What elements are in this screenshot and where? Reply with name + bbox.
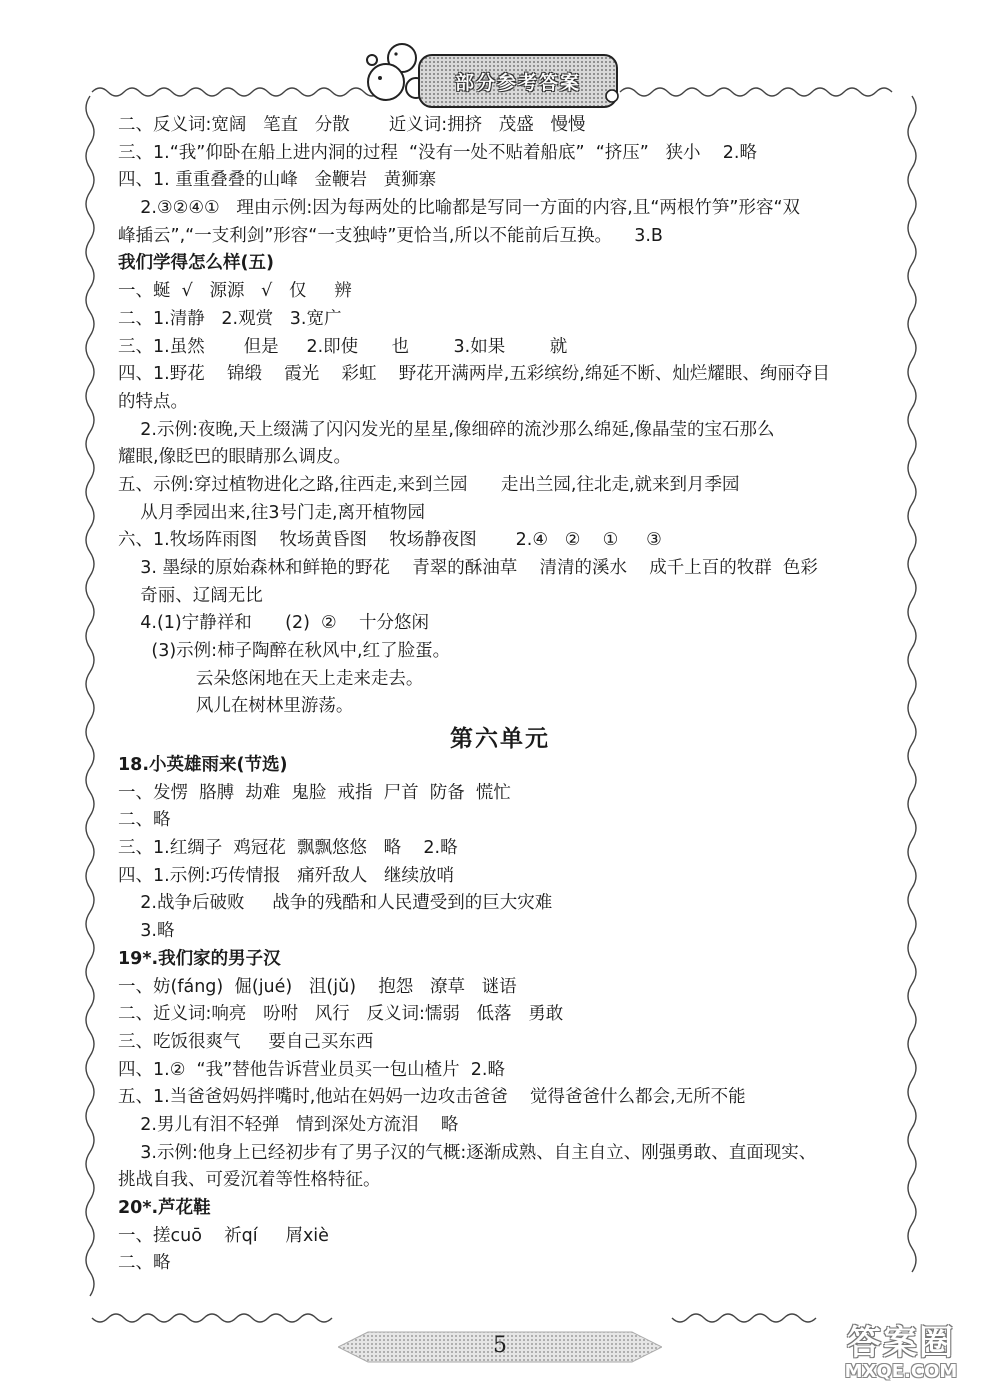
answers-bottom (118, 752, 898, 1278)
unit-title: 第六单元 (450, 726, 550, 752)
answer-line: 六、1.牧场阵雨图 牧场黄昏图 牧场静夜图 2.④ ② ① ③ (118, 530, 662, 551)
answer-line: 一、发愣 胳膊 劫难 鬼脸 戒指 尸首 防备 慌忙 (118, 782, 511, 803)
answer-line: 的特点。 (118, 391, 188, 412)
answer-line: 二、反义词:宽阔 笔直 分散 近义词:拥挤 茂盛 慢慢 (118, 115, 586, 135)
answer-line: 从月季园出来,往3号门走,离开植物园 (118, 502, 426, 523)
answer-line: 三、1.“我”仰卧在船上进内洞的过程 “没有一处不贴着船底” “挤压” 狭小 2.略 (118, 142, 757, 163)
answer-line: 二、近义词:响亮 吩咐 风行 反义词:懦弱 低落 勇敢 (118, 1004, 564, 1025)
answer-line: 三、1.红绸子 鸡冠花 飘飘悠悠 略 2.略 (118, 838, 458, 859)
answer-line: 风儿在树林里游荡。 (118, 696, 354, 717)
answer-line: 峰插云”,“一支利剑”形容“一支独峙”更恰当,所以不能前后互换。 3.B (118, 225, 663, 246)
section-heading: 19*.我们家的男子汉 (118, 948, 281, 969)
answer-line: 挑战自我、可爱沉着等性格特征。 (118, 1170, 381, 1191)
banner-title: 部分参考答案 (454, 71, 581, 94)
answer-line: 五、示例:穿过植物进化之路,往西走,来到兰园 走出兰园,往北走,就来到月季园 (118, 474, 740, 495)
section-heading: 20*.芦花鞋 (118, 1198, 211, 1218)
bubble-small-icon (600, 86, 630, 106)
answer-line: 四、1.示例:巧传情报 痛歼敌人 继续放哨 (118, 865, 454, 886)
answer-line: 耀眼,像眨巴的眼睛那么调皮。 (118, 447, 352, 468)
answer-line: 四、1. 重重叠叠的山峰 金鞭岩 黄狮寨 (118, 170, 437, 191)
answer-line: 四、1.② “我”替他告诉营业员买一包山楂片 2.略 (118, 1059, 505, 1080)
answer-line: 3.略 (118, 921, 175, 942)
answer-line: 二、1.清静 2.观赏 3.宽广 (118, 308, 342, 329)
answers-top (118, 112, 898, 721)
answer-line: 4.(1)宁静祥和 (2) ② 十分悠闲 (118, 613, 429, 634)
section-heading: 18.小英雄雨来(节选) (118, 755, 288, 775)
answer-line: 五、1.当爸爸妈妈拌嘴时,他站在妈妈一边攻击爸爸 觉得爸爸什么都会,无所不能 (118, 1087, 746, 1108)
answer-line: 一、搓cuō 祈qí 屑xiè (118, 1225, 329, 1246)
answer-line: 奇丽、辽阔无比 (118, 585, 263, 606)
answer-line: 云朵悠闲地在天上走来走去。 (118, 668, 424, 689)
header-banner (418, 54, 618, 108)
section-heading: 我们学得怎么样(五) (118, 253, 274, 274)
answer-line: 三、1.虽然 但是 2.即使 也 3.如果 就 (118, 336, 568, 357)
answer-line: 二、略 (118, 1253, 171, 1274)
answer-line: 2.③②④① 理由示例:因为每两处的比喻都是写同一方面的内容,且“两根竹笋”形容“双 (118, 198, 801, 219)
answer-line: 二、略 (118, 810, 171, 831)
answer-line: 3.示例:他身上已经初步有了男子汉的气概:逐渐成熟、自主自立、刚强勇敢、直面现实、 (118, 1142, 817, 1163)
answer-line: 一、妨(fáng) 倔(jué) 沮(jǔ) 抱怨 潦草 谜语 (118, 976, 517, 997)
answer-line: 三、吃饭很爽气 要自己买东西 (118, 1031, 374, 1052)
answer-line: (3)示例:柿子陶醉在秋风中,红了脸蛋。 (118, 641, 451, 662)
answer-line: 2.战争后破败 战争的残酷和人民遭受到的巨大灾难 (118, 893, 553, 914)
watermark-text: 答案圈 (847, 1323, 955, 1363)
answer-line: 2.示例:夜晚,天上缀满了闪闪发光的星星,像细碎的流沙那么绵延,像晶莹的宝石那么 (118, 419, 775, 440)
answer-line: 3. 墨绿的原始森林和鲜艳的野花 青翠的酥油草 清清的溪水 成千上百的牧群 色彩 (118, 558, 818, 578)
answer-line: 一、蜒 √ 源源 √ 仅 辨 (118, 281, 352, 302)
watermark (808, 1318, 994, 1388)
answer-line: 四、1.野花 锦缎 霞光 彩虹 野花开满两岸,五彩缤纷,绵延不断、灿烂耀眼、绚丽夺目 (118, 364, 830, 385)
answer-line: 2.男儿有泪不轻弹 情到深处方流泪 略 (118, 1114, 459, 1135)
page-number: 5 (493, 1333, 507, 1358)
watermark-url: MXQE.COM (844, 1361, 958, 1382)
